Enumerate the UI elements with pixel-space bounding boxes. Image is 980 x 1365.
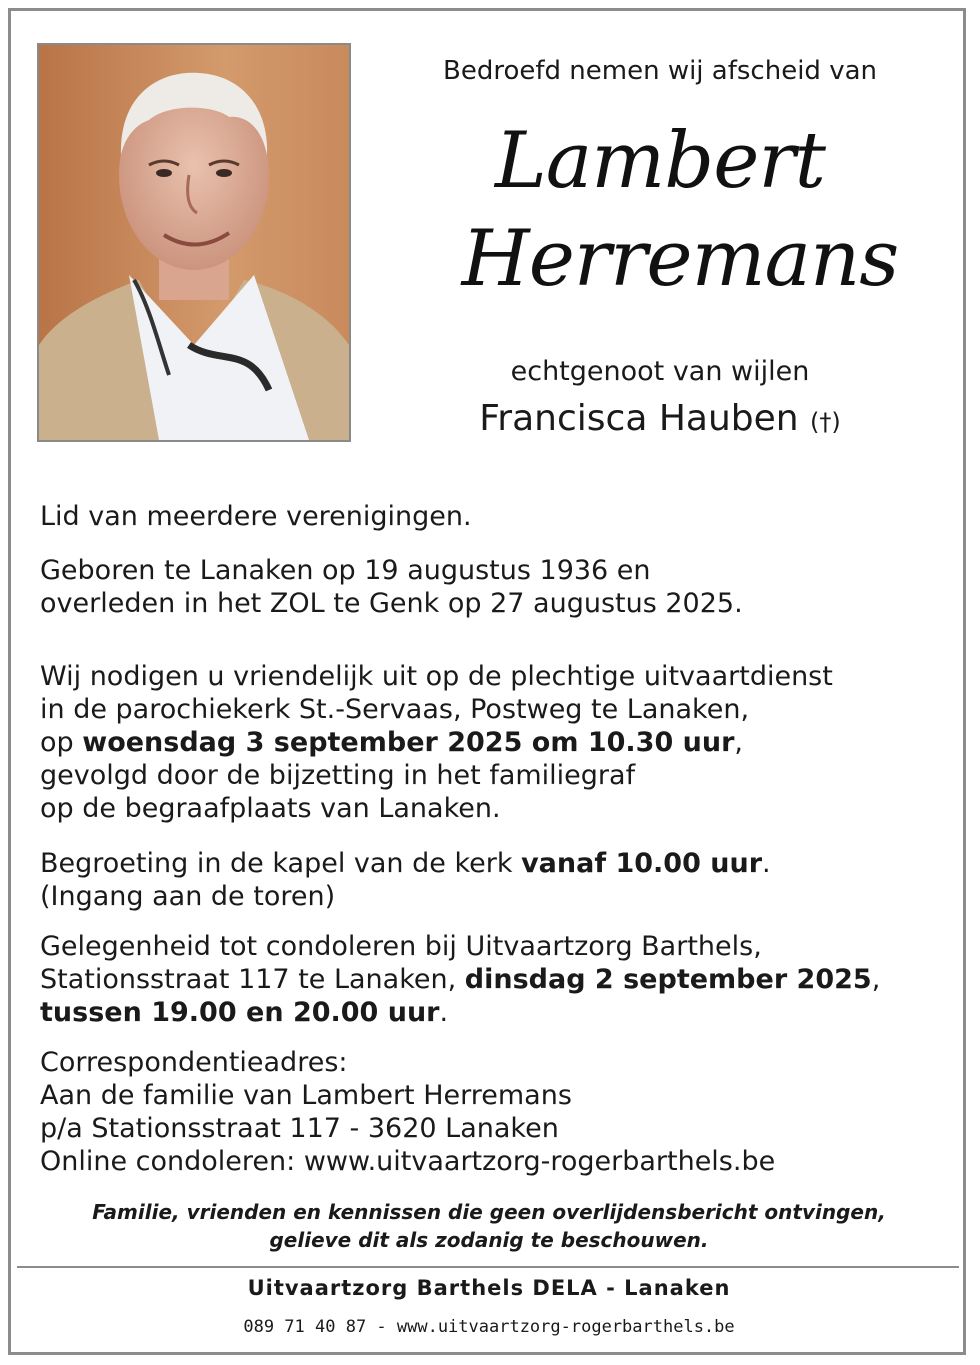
invite-line-5: op de begraafplaats van Lanaken. <box>40 793 501 824</box>
birth-line: Geboren te Lanaken op 19 augustus 1936 en <box>40 555 651 586</box>
footer-note <box>30 1198 948 1254</box>
greeting-time: vanaf 10.00 uur <box>521 848 763 879</box>
deceased-mark: (†) <box>810 408 841 436</box>
invite-line-3 <box>40 726 950 759</box>
footer-note-line-1: Familie, vrienden en kennissen die geen overlijdensbericht ontvingen, <box>92 1200 886 1224</box>
intro-text: Bedroefd nemen wij afscheid van <box>443 56 877 86</box>
condolence-block <box>40 930 950 1029</box>
footer-divider <box>17 1266 959 1268</box>
death-line: overleden in het ZOL te Genk op 27 augustus 2025. <box>40 588 743 619</box>
funeral-invitation-block <box>40 660 950 825</box>
greeting-line <box>40 847 950 880</box>
funeral-home-contact: 089 71 40 87 - www.uitvaartzorg-rogerbarthels.be <box>243 1317 735 1337</box>
condole-time: tussen 19.00 en 20.00 uur <box>40 997 440 1028</box>
condole-date: dinsdag 2 september 2025 <box>464 964 872 995</box>
invite-line-2: in de parochiekerk St.-Servaas, Postweg te Lanaken, <box>40 694 750 725</box>
invite-line-1: Wij nodigen u vriendelijk uit op de plechtige uitvaartdienst <box>40 661 833 692</box>
condole-line-2 <box>40 963 950 996</box>
greeting-post: . <box>762 848 771 879</box>
correspondence-label: Correspondentieadres: <box>40 1047 348 1078</box>
greeting-note: (Ingang aan de toren) <box>40 881 336 912</box>
condole-line-2-post: , <box>871 964 881 995</box>
spouse-name-text: Francisca Hauben <box>479 398 799 439</box>
online-condolence-line: Online condoleren: www.uitvaartzorg-rogerbarthels.be <box>40 1146 776 1177</box>
funeral-datetime: woensdag 3 september 2025 om 10.30 uur <box>82 727 735 758</box>
condole-line-2-pre: Stationsstraat 117 te Lanaken, <box>40 964 465 995</box>
portrait-photo <box>37 43 351 442</box>
portrait-illustration <box>39 45 349 440</box>
spouse-name <box>380 398 940 439</box>
condole-line-1: Gelegenheid tot condoleren bij Uitvaartzorg Barthels, <box>40 931 762 962</box>
invite-line-4: gevolgd door de bijzetting in het familiegraf <box>40 760 636 791</box>
membership-text <box>40 500 950 533</box>
footer-note-line-2: gelieve dit als zodanig te beschouwen. <box>269 1228 709 1252</box>
invite-line-3-post: , <box>734 727 744 758</box>
spouse-intro: echtgenoot van wijlen <box>510 356 810 387</box>
birth-death-block <box>40 554 950 620</box>
correspondence-line-2: p/a Stationsstraat 117 - 3620 Lanaken <box>40 1113 559 1144</box>
invite-line-3-pre: op <box>40 727 83 758</box>
deceased-first-name: Lambert <box>495 116 825 206</box>
condole-line-3 <box>40 996 950 1029</box>
deceased-last-name: Herremans <box>461 214 899 304</box>
greeting-pre: Begroeting in de kapel van de kerk <box>40 848 522 879</box>
correspondence-line-1: Aan de familie van Lambert Herremans <box>40 1080 572 1111</box>
greeting-block <box>40 847 950 913</box>
condole-line-3-post: . <box>439 997 449 1028</box>
membership-line: Lid van meerdere verenigingen. <box>40 501 472 532</box>
funeral-home-name: Uitvaartzorg Barthels DELA - Lanaken <box>247 1276 731 1300</box>
correspondence-block <box>40 1046 950 1178</box>
